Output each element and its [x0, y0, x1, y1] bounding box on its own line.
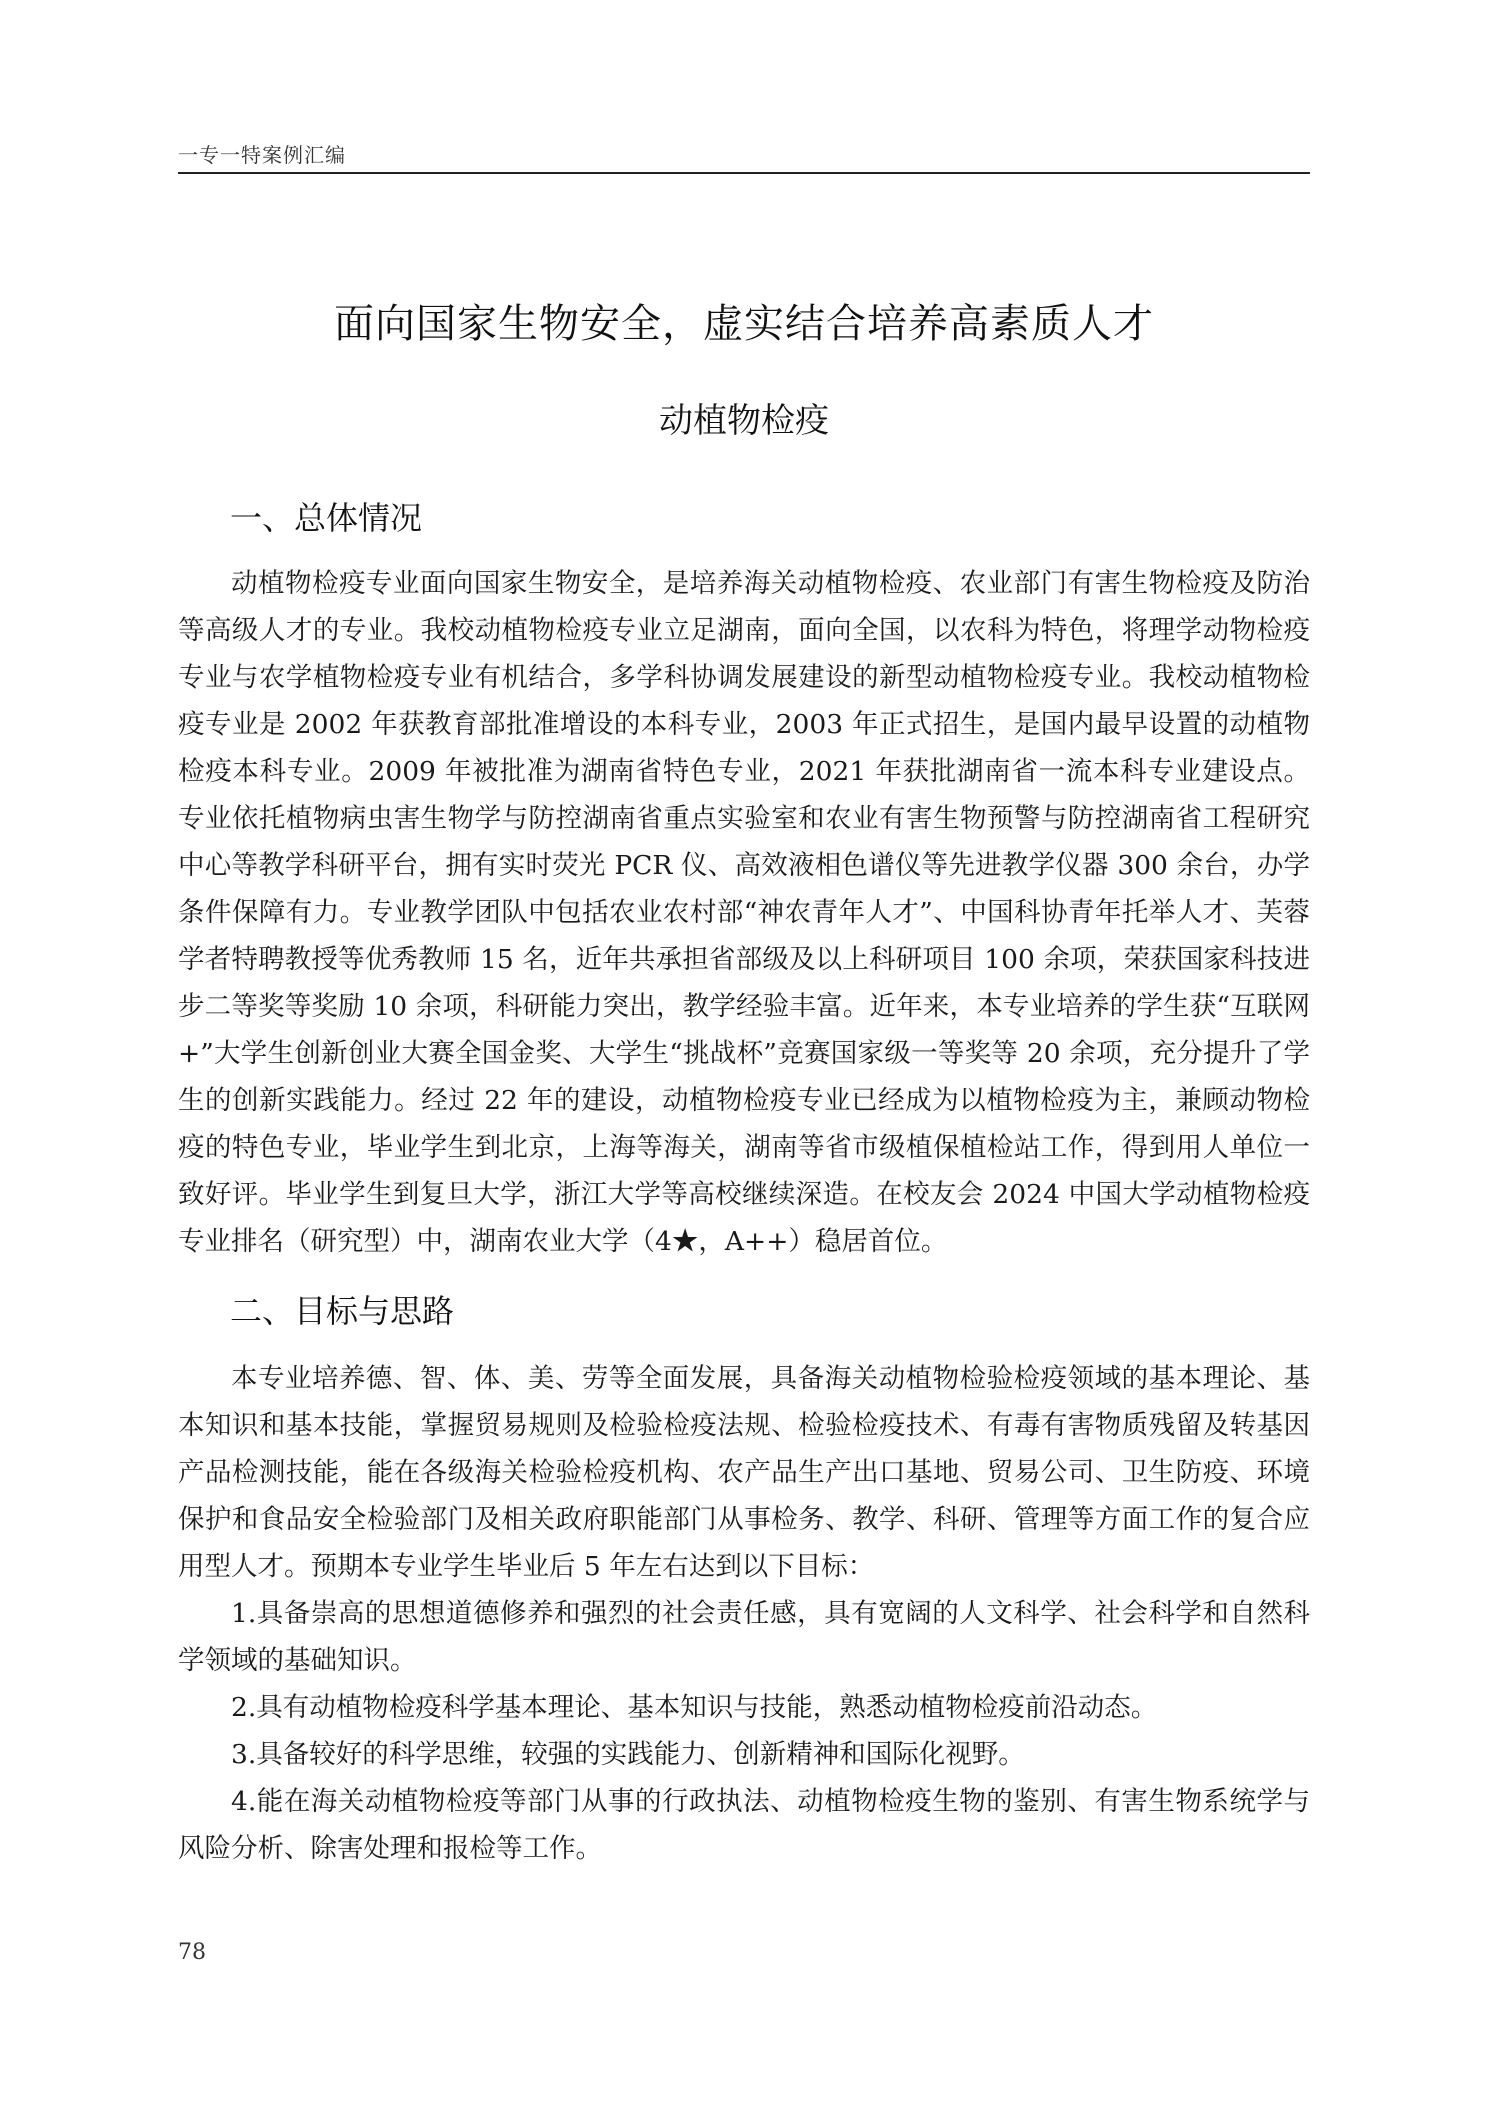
goal-item-4: 4.能在海关动植物检疫等部门从事的行政执法、动植物检疫生物的鉴别、有害生物系统学与风险分析、除害处理和报检等工作。	[178, 1786, 1310, 1864]
page-number: 78	[178, 1940, 206, 1965]
article-title: 面向国家生物安全，虚实结合培养高素质人才	[334, 301, 1154, 347]
goals-intro-paragraph: 本专业培养德、智、体、美、劳等全面发展，具备海关动植物检验检疫领域的基本理论、基本知识和基本技能，掌握贸易规则及检验检疫法规、检验检疫技术、有毒有害物质残留及转基因产品检测技能，能在各级海关检验检疫机构、农产品生产出口基地、贸易公司、卫生防疫、环境保护和食品安全检验部门及相关政府职能部门从事检务、教学、科研、管理等方面工作的复合应用型人才。预期本专业学生毕业后 5 年左右达到以下目标：	[178, 1363, 1310, 1582]
running-header-title: 一专一特案例汇编	[178, 143, 346, 167]
running-header	[178, 140, 1310, 174]
overview-paragraph: 动植物检疫专业面向国家生物安全，是培养海关动植物检疫、农业部门有害生物检疫及防治等高级人才的专业。我校动植物检疫专业立足湖南，面向全国，以农科为特色，将理学动物检疫专业与农学植物检疫专业有机结合，多学科协调发展建设的新型动植物检疫专业。我校动植物检疫专业是 2002 年获教育部批准增设的本科专业，2003 年正式招生，是国内最早设置的动植物检疫本科专业。2009 年被批准为湖南省特色专业，2021 年获批湖南省一流本科专业建设点。专业依托植物病虫害生物学与防控湖南省重点实验室和农业有害生物预警与防控湖南省工程研究中心等教学科研平台，拥有实时荧光 PCR 仪、高效液相色谱仪等先进教学仪器 300 余台，办学条件保障有力。专业教学团队中包括农业农村部“神农青年人才”、中国科协青年托举人才、芙蓉学者特聘教授等优秀教师 15 名，近年共承担省部级及以上科研项目 100 余项，荣获国家科技进步二等奖等奖励 10 余项，科研能力突出，教学经验丰富。近年来，本专业培养的学生获“互联网+”大学生创新创业大赛全国金奖、大学生“挑战杯”竞赛国家级一等奖等 20 余项，充分提升了学生的创新实践能力。经过 22 年的建设，动植物检疫专业已经成为以植物检疫为主，兼顾动物检疫的特色专业，毕业学生到北京，上海等海关，湖南等省市级植保植检站工作，得到用人单位一致好评。毕业学生到复旦大学，浙江大学等高校继续深造。在校友会 2024 中国大学动植物检疫专业排名（研究型）中，湖南农业大学（4★，A++）稳居首位。	[178, 568, 1310, 1257]
article-subtitle: 动植物检疫	[659, 401, 829, 441]
goal-item-3: 3.具备较好的科学思维，较强的实践能力、创新精神和国际化视野。	[231, 1739, 1025, 1770]
article-body	[178, 492, 1310, 1872]
goal-item-2: 2.具有动植物检疫科学基本理论、基本知识与技能，熟悉动植物检疫前沿动态。	[231, 1692, 1158, 1723]
goal-item-1: 1.具备崇高的思想道德修养和强烈的社会责任感，具有宽阔的人文科学、社会科学和自然科学领域的基础知识。	[178, 1598, 1310, 1676]
section-heading-goals: 二、目标与思路	[230, 1292, 455, 1330]
section-heading-overview: 一、总体情况	[230, 499, 423, 537]
